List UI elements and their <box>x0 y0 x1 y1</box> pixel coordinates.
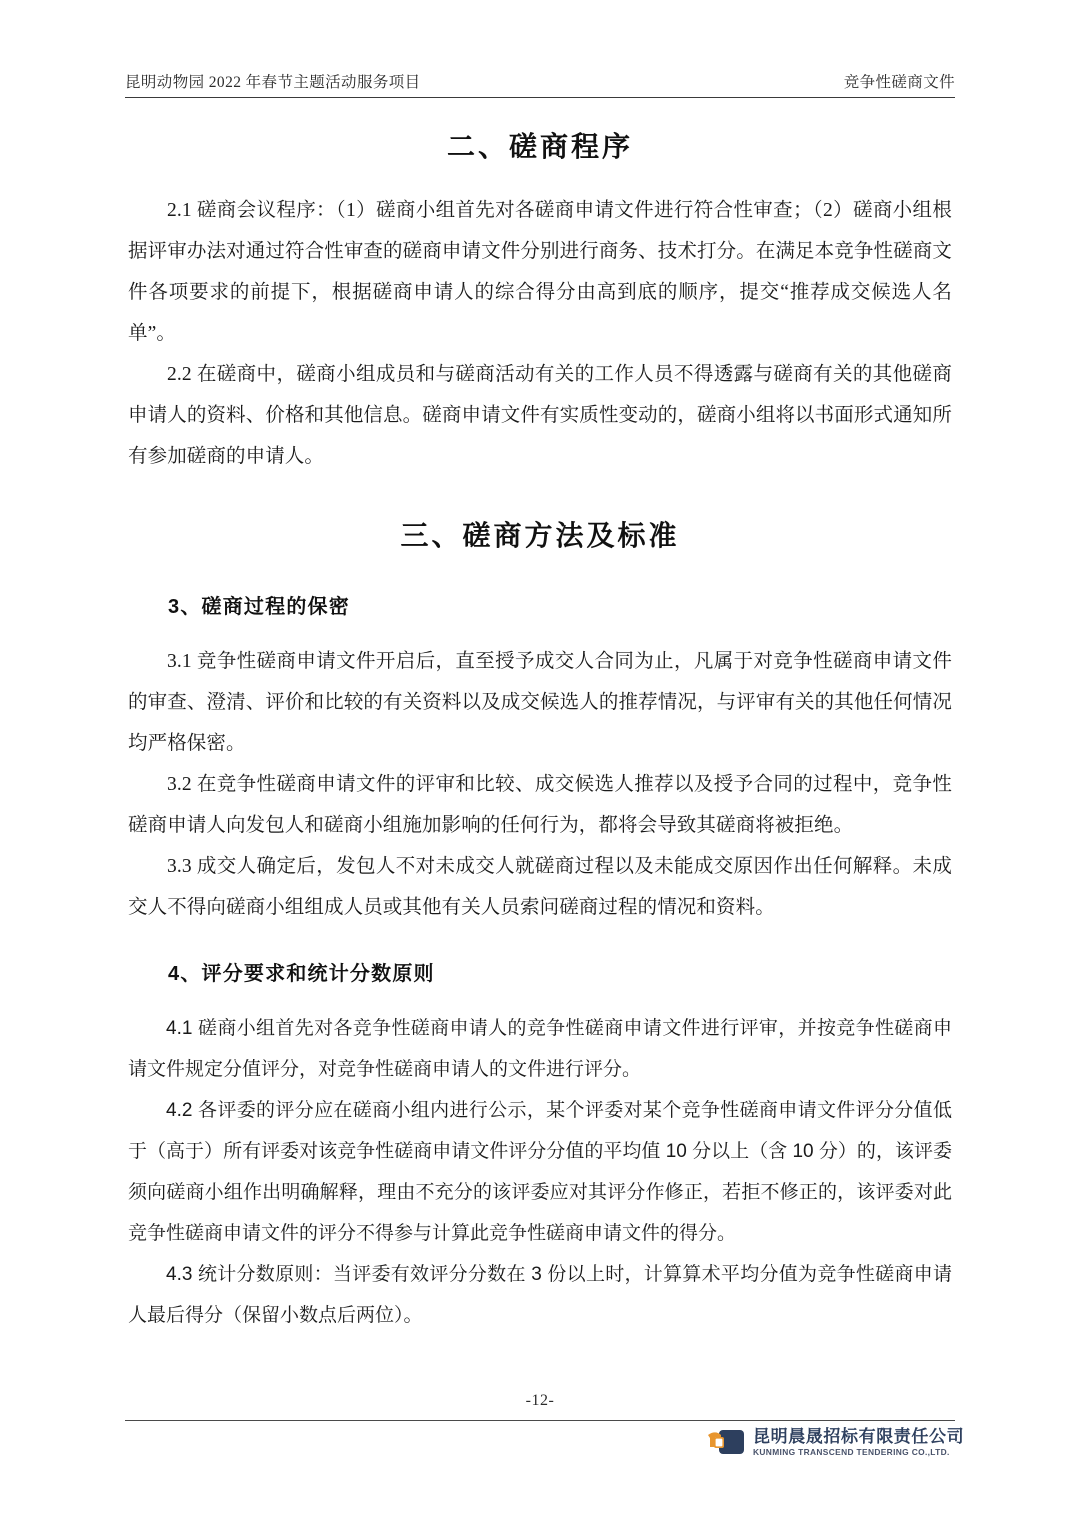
company-logo <box>706 1428 964 1456</box>
company-logo-mark-icon <box>706 1428 746 1456</box>
paragraph-4-2: 4.2 各评委的评分应在磋商小组内进行公示，某个评委对某个竞争性磋商申请文件评分分值低于（高于）所有评委对该竞争性磋商申请文件评分分值的平均值 10 分以上（含 10 分）的，该评委须向磋商小组作出明确解释，理由不充分的该评委应对其评分作修正，若拒不修正的，该评委对此竞争性磋商申请文件的评分不得参与计算此竞争性磋商申请文件的得分。 <box>128 1100 952 1244</box>
paragraph-3-2: 3.2 在竞争性磋商申请文件的评审和比较、成交候选人推荐以及授予合同的过程中，竞争性磋商申请人向发包人和磋商小组施加影响的任何行为，都将会导致其磋商将被拒绝。 <box>128 774 952 836</box>
company-logo-text <box>753 1428 964 1456</box>
footer-divider <box>125 1420 955 1421</box>
header-project-title: 昆明动物园 2022 年春节主题活动服务项目 <box>125 74 421 91</box>
paragraph-2-1: 2.1 磋商会议程序：（1）磋商小组首先对各磋商申请文件进行符合性审查；（2）磋商小组根据评审办法对通过符合性审查的磋商申请文件分别进行商务、技术打分。在满足本竞争性磋商文件各项要求的前提下，根据磋商申请人的综合得分由高到底的顺序，提交“推荐成交候选人名单”。 <box>128 200 952 344</box>
section-heading-2: 二、磋商程序 <box>446 131 633 162</box>
paragraph-4-3: 4.3 统计分数原则：当评委有效评分分数在 3 份以上时，计算算术平均分值为竞争性磋商申请人最后得分（保留小数点后两位）。 <box>128 1264 952 1326</box>
paragraph-3-3: 3.3 成交人确定后，发包人不对未成交人就磋商过程以及未能成交原因作出任何解释。未成交人不得向磋商小组组成人员或其他有关人员索问磋商过程的情况和资料。 <box>128 856 952 918</box>
paragraph-2-2: 2.2 在磋商中，磋商小组成员和与磋商活动有关的工作人员不得透露与磋商有关的其他磋商申请人的资料、价格和其他信息。磋商申请文件有实质性变动的，磋商小组将以书面形式通知所有参加磋商的申请人。 <box>128 364 952 467</box>
paragraph-4-1: 4.1 磋商小组首先对各竞争性磋商申请人的竞争性磋商申请文件进行评审，并按竞争性磋商申请文件规定分值评分，对竞争性磋商申请人的文件进行评分。 <box>128 1018 952 1080</box>
page-number: -12- <box>525 1392 555 1409</box>
company-name-cn: 昆明晨晟招标有限责任公司 <box>753 1427 965 1446</box>
section-heading-3: 三、磋商方法及标准 <box>400 520 680 551</box>
document-body <box>128 118 952 1336</box>
company-name-en: KUNMING TRANSCEND TENDERING CO.,LTD. <box>753 1447 950 1457</box>
paragraph-3-1: 3.1 竞争性磋商申请文件开启后，直至授予成交人合同为止，凡属于对竞争性磋商申请文件的审查、澄清、评价和比较的有关资料以及成交候选人的推荐情况，与评审有关的其他任何情况均严格保密。 <box>128 651 952 754</box>
subsection-heading-3: 3、磋商过程的保密 <box>168 596 350 618</box>
header-document-type: 竞争性磋商文件 <box>843 74 955 91</box>
running-header <box>125 70 955 98</box>
subsection-heading-4: 4、评分要求和统计分数原则 <box>168 963 435 985</box>
header-divider <box>125 97 955 98</box>
